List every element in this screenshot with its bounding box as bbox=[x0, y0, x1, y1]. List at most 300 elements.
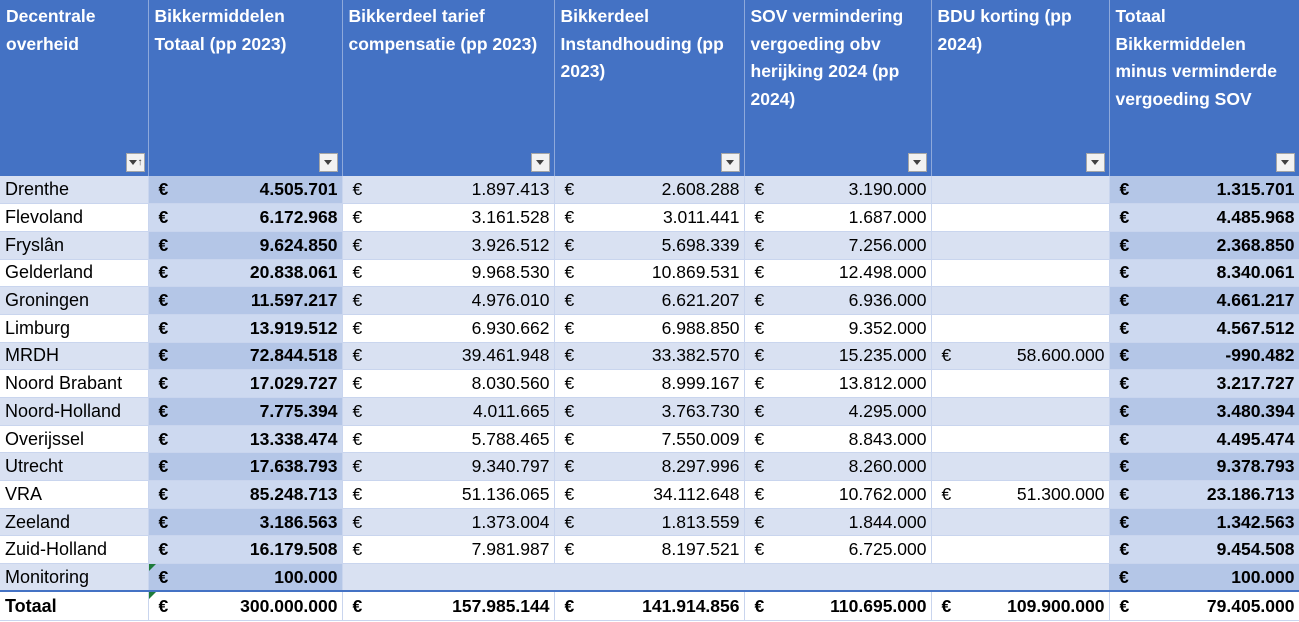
amount-value: 13.338.474 bbox=[249, 428, 338, 449]
amount-cell[interactable] bbox=[342, 370, 554, 398]
currency-symbol: € bbox=[352, 400, 363, 421]
amount-cell[interactable] bbox=[1109, 342, 1299, 370]
amount-cell[interactable] bbox=[148, 508, 342, 536]
total-amount-cell[interactable] bbox=[148, 591, 342, 620]
currency-symbol: € bbox=[1119, 262, 1130, 283]
amount-cell[interactable] bbox=[342, 481, 554, 509]
currency-symbol: € bbox=[1119, 483, 1130, 504]
amount-cell[interactable] bbox=[148, 287, 342, 315]
currency-symbol: € bbox=[1119, 207, 1130, 228]
amount-cell[interactable] bbox=[931, 370, 1109, 398]
amount-cell[interactable] bbox=[554, 176, 744, 204]
currency-symbol: € bbox=[352, 595, 363, 616]
chevron-down-icon bbox=[324, 160, 332, 165]
currency-symbol: € bbox=[352, 373, 363, 394]
column-header-1 bbox=[148, 0, 342, 176]
row-name-cell[interactable]: Zeeland bbox=[0, 508, 148, 536]
currency-symbol: € bbox=[1119, 595, 1130, 616]
amount-cell[interactable] bbox=[744, 508, 931, 536]
amount-value: 1.897.413 bbox=[471, 179, 550, 200]
amount-value: 17.638.793 bbox=[249, 456, 338, 477]
amount-cell[interactable] bbox=[554, 370, 744, 398]
column-header-2 bbox=[342, 0, 554, 176]
amount-cell[interactable] bbox=[744, 314, 931, 342]
row-name-cell[interactable]: Groningen bbox=[0, 287, 148, 315]
amount-cell[interactable] bbox=[148, 370, 342, 398]
currency-symbol: € bbox=[352, 456, 363, 477]
amount-cell[interactable] bbox=[1109, 536, 1299, 564]
amount-cell[interactable] bbox=[1109, 370, 1299, 398]
currency-symbol: € bbox=[158, 179, 169, 200]
amount-cell[interactable] bbox=[1109, 508, 1299, 536]
row-name-cell[interactable]: Noord-Holland bbox=[0, 398, 148, 426]
amount-cell[interactable] bbox=[744, 204, 931, 232]
currency-symbol: € bbox=[941, 595, 952, 616]
currency-symbol: € bbox=[1119, 179, 1130, 200]
currency-symbol: € bbox=[564, 483, 575, 504]
amount-value: 79.405.000 bbox=[1206, 595, 1295, 616]
amount-cell[interactable] bbox=[744, 231, 931, 259]
currency-symbol: € bbox=[158, 400, 169, 421]
amount-value: 9.968.530 bbox=[471, 262, 550, 283]
currency-symbol: € bbox=[352, 511, 363, 532]
amount-value: 3.926.512 bbox=[471, 234, 550, 255]
amount-value: 8.999.167 bbox=[661, 373, 740, 394]
amount-cell[interactable] bbox=[931, 481, 1109, 509]
currency-symbol: € bbox=[158, 456, 169, 477]
amount-cell[interactable] bbox=[744, 342, 931, 370]
amount-value: 5.698.339 bbox=[661, 234, 740, 255]
currency-symbol: € bbox=[941, 483, 952, 504]
amount-cell[interactable] bbox=[931, 342, 1109, 370]
amount-value: 6.621.207 bbox=[661, 290, 740, 311]
amount-cell[interactable] bbox=[342, 259, 554, 287]
amount-cell[interactable] bbox=[342, 176, 554, 204]
currency-symbol: € bbox=[754, 345, 765, 366]
amount-cell[interactable] bbox=[148, 204, 342, 232]
currency-symbol: € bbox=[754, 207, 765, 228]
amount-cell[interactable] bbox=[744, 425, 931, 453]
header-row bbox=[0, 0, 1299, 176]
table-row bbox=[0, 370, 1299, 398]
amount-cell[interactable] bbox=[931, 453, 1109, 481]
amount-value: 13.812.000 bbox=[838, 373, 927, 394]
amount-cell[interactable] bbox=[1109, 231, 1299, 259]
amount-cell[interactable] bbox=[931, 204, 1109, 232]
amount-value: 4.011.665 bbox=[472, 400, 550, 421]
amount-value: 9.624.850 bbox=[259, 234, 338, 255]
amount-cell[interactable] bbox=[554, 398, 744, 426]
amount-cell[interactable] bbox=[744, 259, 931, 287]
amount-cell[interactable] bbox=[148, 259, 342, 287]
sort-arrow-icon: ↑ bbox=[137, 156, 143, 168]
currency-symbol: € bbox=[1119, 345, 1130, 366]
amount-cell[interactable] bbox=[554, 231, 744, 259]
amount-value: 9.340.797 bbox=[471, 456, 550, 477]
amount-value: 1.687.000 bbox=[848, 207, 927, 228]
row-name-cell[interactable]: Limburg bbox=[0, 314, 148, 342]
amount-value: 58.600.000 bbox=[1016, 345, 1105, 366]
amount-cell[interactable] bbox=[148, 425, 342, 453]
currency-symbol: € bbox=[754, 400, 765, 421]
column-header-0 bbox=[0, 0, 148, 176]
amount-value: 3.186.563 bbox=[259, 511, 338, 532]
table-row bbox=[0, 342, 1299, 370]
amount-value: 7.550.009 bbox=[661, 428, 740, 449]
filter-sort-button[interactable] bbox=[126, 153, 145, 172]
row-name-cell[interactable]: Monitoring bbox=[0, 564, 148, 592]
table-row bbox=[0, 508, 1299, 536]
row-name-cell[interactable]: Drenthe bbox=[0, 176, 148, 204]
amount-cell[interactable] bbox=[554, 342, 744, 370]
currency-symbol: € bbox=[1119, 511, 1130, 532]
currency-symbol: € bbox=[1119, 234, 1130, 255]
chevron-down-icon bbox=[1281, 160, 1289, 165]
amount-cell[interactable] bbox=[1109, 398, 1299, 426]
column-header-label: BDU korting (pp 2024) bbox=[937, 6, 1072, 54]
amount-value: 6.930.662 bbox=[471, 317, 550, 338]
amount-value: 109.900.000 bbox=[1007, 595, 1105, 616]
column-header-label: Decentrale overheid bbox=[6, 6, 96, 54]
amount-cell[interactable] bbox=[1109, 564, 1299, 592]
amount-value: 1.844.000 bbox=[848, 511, 927, 532]
amount-cell[interactable] bbox=[931, 259, 1109, 287]
amount-value: 4.485.968 bbox=[1216, 207, 1295, 228]
row-name-cell[interactable]: VRA bbox=[0, 481, 148, 509]
amount-cell[interactable] bbox=[554, 259, 744, 287]
amount-value: 51.300.000 bbox=[1016, 483, 1105, 504]
amount-value: 300.000.000 bbox=[240, 595, 338, 616]
amount-cell[interactable] bbox=[148, 176, 342, 204]
amount-cell[interactable] bbox=[148, 481, 342, 509]
amount-cell[interactable] bbox=[744, 176, 931, 204]
amount-value: 33.382.570 bbox=[651, 345, 740, 366]
currency-symbol: € bbox=[352, 317, 363, 338]
amount-value: 9.454.508 bbox=[1216, 539, 1295, 560]
column-header-3 bbox=[554, 0, 744, 176]
amount-cell[interactable] bbox=[744, 481, 931, 509]
amount-value: 6.936.000 bbox=[848, 290, 927, 311]
amount-value: 17.029.727 bbox=[249, 373, 338, 394]
row-name-cell[interactable]: Flevoland bbox=[0, 204, 148, 232]
total-amount-cell[interactable] bbox=[342, 591, 554, 620]
filter-dropdown-button[interactable] bbox=[1276, 153, 1295, 172]
table-row bbox=[0, 453, 1299, 481]
amount-value: 3.161.528 bbox=[471, 207, 550, 228]
currency-symbol: € bbox=[352, 428, 363, 449]
amount-cell[interactable] bbox=[148, 342, 342, 370]
column-header-label: Bikkerdeel Instandhouding (pp 2023) bbox=[560, 6, 724, 81]
amount-cell[interactable] bbox=[1109, 176, 1299, 204]
amount-value: 10.762.000 bbox=[838, 483, 927, 504]
amount-value: 4.661.217 bbox=[1216, 290, 1295, 311]
column-header-label: Bikkerdeel tarief compensatie (pp 2023) bbox=[348, 6, 538, 54]
table-row bbox=[0, 314, 1299, 342]
row-name-cell[interactable]: Noord Brabant bbox=[0, 370, 148, 398]
amount-cell[interactable] bbox=[1109, 314, 1299, 342]
amount-cell[interactable] bbox=[554, 536, 744, 564]
currency-symbol: € bbox=[352, 290, 363, 311]
amount-cell[interactable] bbox=[342, 287, 554, 315]
column-header-6 bbox=[1109, 0, 1299, 176]
row-name-cell[interactable]: Overijssel bbox=[0, 425, 148, 453]
amount-value: 9.352.000 bbox=[848, 317, 927, 338]
amount-value: 85.248.713 bbox=[249, 483, 338, 504]
amount-value: 8.297.996 bbox=[661, 456, 740, 477]
filter-dropdown-button[interactable] bbox=[908, 153, 927, 172]
amount-cell[interactable] bbox=[554, 425, 744, 453]
amount-cell[interactable] bbox=[342, 453, 554, 481]
currency-symbol: € bbox=[564, 345, 575, 366]
amount-cell[interactable] bbox=[554, 564, 744, 592]
amount-value: 39.461.948 bbox=[461, 345, 550, 366]
table-row bbox=[0, 259, 1299, 287]
chevron-down-icon bbox=[536, 160, 544, 165]
amount-value: 141.914.856 bbox=[642, 595, 740, 616]
currency-symbol: € bbox=[158, 373, 169, 394]
currency-symbol: € bbox=[1119, 566, 1129, 587]
amount-cell[interactable] bbox=[744, 398, 931, 426]
currency-symbol: € bbox=[158, 566, 169, 587]
currency-symbol: € bbox=[158, 290, 169, 311]
row-name-cell[interactable]: Utrecht bbox=[0, 453, 148, 481]
amount-value: 1.342.563 bbox=[1216, 511, 1295, 532]
amount-value: 2.368.850 bbox=[1216, 234, 1295, 255]
currency-symbol: € bbox=[754, 511, 765, 532]
amount-cell[interactable] bbox=[148, 398, 342, 426]
amount-cell[interactable] bbox=[744, 287, 931, 315]
currency-symbol: € bbox=[564, 456, 575, 477]
amount-cell[interactable] bbox=[342, 342, 554, 370]
chevron-down-icon bbox=[726, 160, 734, 165]
amount-cell[interactable] bbox=[148, 453, 342, 481]
error-indicator-icon bbox=[149, 564, 156, 571]
amount-cell[interactable] bbox=[931, 508, 1109, 536]
table-row bbox=[0, 398, 1299, 426]
amount-cell[interactable] bbox=[931, 314, 1109, 342]
currency-symbol: € bbox=[1119, 400, 1130, 421]
table-row bbox=[0, 287, 1299, 315]
amount-value: 7.775.394 bbox=[259, 400, 338, 421]
currency-symbol: € bbox=[1119, 539, 1130, 560]
chevron-down-icon bbox=[129, 160, 137, 165]
amount-cell[interactable] bbox=[554, 287, 744, 315]
amount-cell[interactable] bbox=[931, 287, 1109, 315]
table-row bbox=[0, 425, 1299, 453]
currency-symbol: € bbox=[941, 345, 952, 366]
table-row bbox=[0, 536, 1299, 564]
currency-symbol: € bbox=[352, 179, 363, 200]
amount-cell[interactable] bbox=[744, 453, 931, 481]
table-row bbox=[0, 231, 1299, 259]
currency-symbol: € bbox=[158, 234, 169, 255]
amount-value: 6.725.000 bbox=[848, 539, 927, 560]
amount-cell[interactable] bbox=[931, 564, 1109, 592]
amount-cell[interactable] bbox=[744, 536, 931, 564]
amount-value: 3.763.730 bbox=[661, 400, 740, 421]
total-amount-cell[interactable] bbox=[744, 591, 931, 620]
amount-cell[interactable] bbox=[148, 564, 342, 592]
amount-value: 9.378.793 bbox=[1216, 456, 1295, 477]
currency-symbol: € bbox=[754, 373, 765, 394]
table-row bbox=[0, 204, 1299, 232]
currency-symbol: € bbox=[564, 428, 575, 449]
total-label[interactable]: Totaal bbox=[0, 591, 148, 620]
amount-value: 6.172.968 bbox=[259, 207, 338, 228]
amount-value: 4.295.000 bbox=[848, 400, 927, 421]
currency-symbol: € bbox=[1119, 317, 1130, 338]
amount-cell[interactable] bbox=[554, 314, 744, 342]
amount-value: 16.179.508 bbox=[249, 539, 338, 560]
amount-cell[interactable] bbox=[554, 204, 744, 232]
currency-symbol: € bbox=[754, 456, 765, 477]
currency-symbol: € bbox=[564, 400, 575, 421]
amount-cell[interactable] bbox=[931, 398, 1109, 426]
amount-value: 23.186.713 bbox=[1206, 483, 1295, 504]
column-header-4 bbox=[744, 0, 931, 176]
currency-symbol: € bbox=[754, 262, 765, 283]
amount-cell[interactable] bbox=[1109, 204, 1299, 232]
filter-dropdown-button[interactable] bbox=[1086, 153, 1105, 172]
currency-symbol: € bbox=[564, 234, 575, 255]
amount-cell[interactable] bbox=[148, 536, 342, 564]
amount-cell[interactable] bbox=[931, 176, 1109, 204]
amount-value: 110.695.000 bbox=[830, 595, 927, 616]
amount-cell[interactable] bbox=[342, 536, 554, 564]
currency-symbol: € bbox=[564, 595, 575, 616]
table-row bbox=[0, 564, 1299, 592]
amount-value: 3.480.394 bbox=[1216, 400, 1295, 421]
amount-value: 157.985.144 bbox=[452, 595, 550, 616]
row-name-cell[interactable]: Zuid-Holland bbox=[0, 536, 148, 564]
amount-value: 7.256.000 bbox=[848, 234, 927, 255]
currency-symbol: € bbox=[352, 207, 363, 228]
currency-symbol: € bbox=[158, 317, 169, 338]
amount-value: 100.000 bbox=[274, 566, 338, 587]
currency-symbol: € bbox=[158, 207, 169, 228]
amount-cell[interactable] bbox=[554, 453, 744, 481]
currency-symbol: € bbox=[754, 539, 765, 560]
row-name-cell[interactable]: Gelderland bbox=[0, 259, 148, 287]
filter-dropdown-button[interactable] bbox=[721, 153, 740, 172]
amount-cell[interactable] bbox=[342, 398, 554, 426]
amount-value: 100.000 bbox=[1231, 566, 1295, 587]
amount-cell[interactable] bbox=[931, 425, 1109, 453]
currency-symbol: € bbox=[1119, 373, 1130, 394]
table-body bbox=[0, 176, 1299, 620]
chevron-down-icon bbox=[1091, 160, 1099, 165]
amount-value: 8.340.061 bbox=[1216, 262, 1295, 283]
amount-cell[interactable] bbox=[744, 564, 931, 592]
amount-cell[interactable] bbox=[931, 231, 1109, 259]
amount-value: 10.869.531 bbox=[651, 262, 740, 283]
total-amount-cell[interactable] bbox=[1109, 591, 1299, 620]
amount-cell[interactable] bbox=[148, 231, 342, 259]
amount-cell[interactable] bbox=[342, 564, 554, 592]
amount-value: 34.112.648 bbox=[653, 483, 740, 504]
column-header-label: Totaal Bikkermiddelen minus verminderde vergoeding SOV bbox=[1115, 6, 1277, 109]
column-header-5 bbox=[931, 0, 1109, 176]
amount-cell[interactable] bbox=[744, 370, 931, 398]
amount-value: 12.498.000 bbox=[838, 262, 927, 283]
amount-value: 3.217.727 bbox=[1216, 373, 1295, 394]
currency-symbol: € bbox=[158, 511, 169, 532]
filter-dropdown-button[interactable] bbox=[319, 153, 338, 172]
amount-value: 51.136.065 bbox=[461, 483, 550, 504]
amount-value: 8.260.000 bbox=[848, 456, 927, 477]
amount-cell[interactable] bbox=[342, 204, 554, 232]
currency-symbol: € bbox=[158, 428, 169, 449]
currency-symbol: € bbox=[754, 317, 765, 338]
currency-symbol: € bbox=[352, 345, 363, 366]
amount-cell[interactable] bbox=[342, 425, 554, 453]
currency-symbol: € bbox=[754, 179, 765, 200]
amount-value: 13.919.512 bbox=[249, 317, 338, 338]
row-name-cell[interactable]: MRDH bbox=[0, 342, 148, 370]
total-amount-cell[interactable] bbox=[931, 591, 1109, 620]
currency-symbol: € bbox=[352, 262, 363, 283]
currency-symbol: € bbox=[1119, 290, 1130, 311]
amount-cell[interactable] bbox=[931, 536, 1109, 564]
amount-cell[interactable] bbox=[554, 481, 744, 509]
amount-value: 1.315.701 bbox=[1216, 179, 1295, 200]
amount-cell[interactable] bbox=[342, 231, 554, 259]
amount-cell[interactable] bbox=[342, 508, 554, 536]
currency-symbol: € bbox=[1119, 456, 1130, 477]
table-row bbox=[0, 481, 1299, 509]
amount-value: 7.981.987 bbox=[471, 539, 550, 560]
error-indicator-icon bbox=[149, 592, 156, 599]
amount-value: 4.505.701 bbox=[259, 179, 338, 200]
currency-symbol: € bbox=[158, 483, 169, 504]
currency-symbol: € bbox=[754, 483, 765, 504]
amount-value: 2.608.288 bbox=[661, 179, 740, 200]
currency-symbol: € bbox=[564, 262, 575, 283]
currency-symbol: € bbox=[158, 262, 169, 283]
currency-symbol: € bbox=[564, 179, 575, 200]
currency-symbol: € bbox=[564, 207, 575, 228]
amount-cell[interactable] bbox=[1109, 453, 1299, 481]
currency-symbol: € bbox=[158, 595, 169, 616]
amount-cell[interactable] bbox=[1109, 259, 1299, 287]
currency-symbol: € bbox=[352, 539, 363, 560]
currency-symbol: € bbox=[564, 539, 575, 560]
amount-cell[interactable] bbox=[1109, 481, 1299, 509]
amount-value: 20.838.061 bbox=[249, 262, 338, 283]
currency-symbol: € bbox=[564, 511, 575, 532]
amount-value: 3.190.000 bbox=[848, 179, 927, 200]
amount-cell[interactable] bbox=[1109, 425, 1299, 453]
amount-value: 8.197.521 bbox=[661, 539, 740, 560]
currency-symbol: € bbox=[158, 345, 169, 366]
amount-cell[interactable] bbox=[1109, 287, 1299, 315]
filter-dropdown-button[interactable] bbox=[531, 153, 550, 172]
amount-value: 3.011.441 bbox=[662, 207, 740, 228]
amount-cell[interactable] bbox=[554, 508, 744, 536]
total-amount-cell[interactable] bbox=[554, 591, 744, 620]
currency-symbol: € bbox=[564, 373, 575, 394]
currency-symbol: € bbox=[352, 483, 363, 504]
amount-value: 4.976.010 bbox=[471, 290, 550, 311]
amount-cell[interactable] bbox=[148, 314, 342, 342]
amount-cell[interactable] bbox=[342, 314, 554, 342]
currency-symbol: € bbox=[1119, 428, 1130, 449]
amount-value: -990.482 bbox=[1225, 345, 1295, 366]
amount-value: 4.495.474 bbox=[1216, 428, 1295, 449]
currency-symbol: € bbox=[754, 290, 765, 311]
currency-symbol: € bbox=[564, 290, 575, 311]
row-name-cell[interactable]: Fryslân bbox=[0, 231, 148, 259]
